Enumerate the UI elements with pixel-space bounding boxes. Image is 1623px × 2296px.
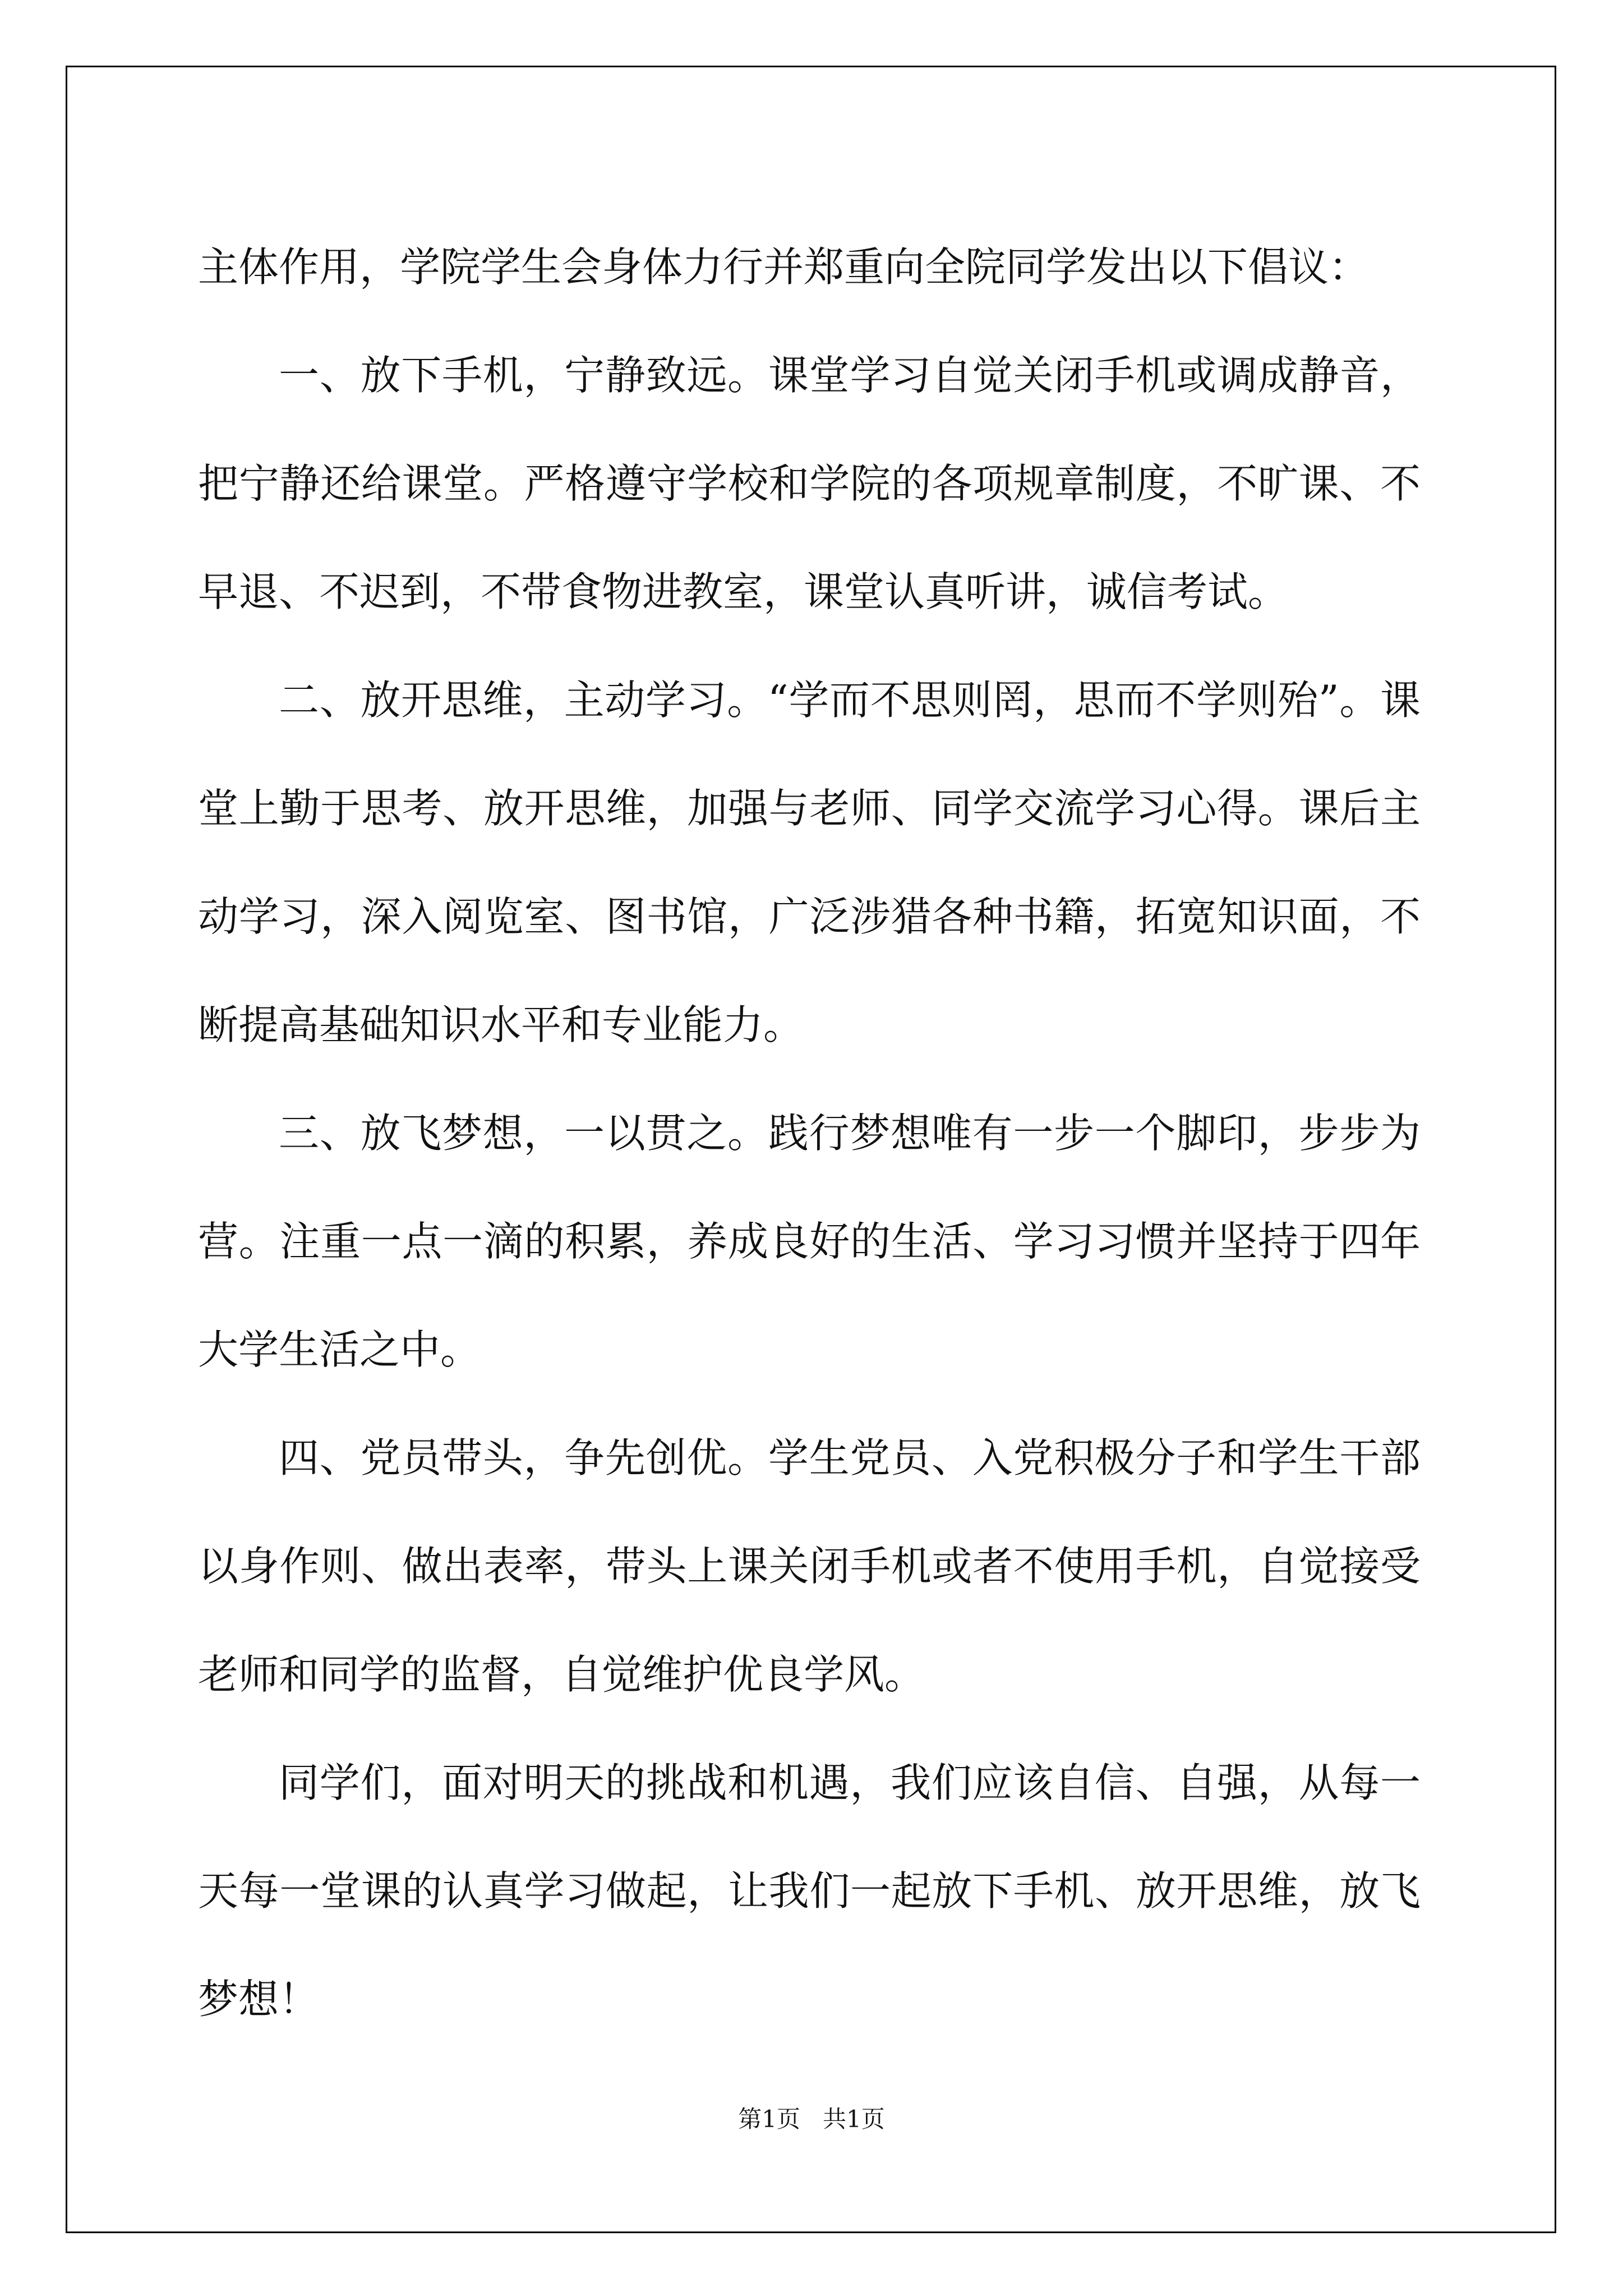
- paragraph-proposal-1: 一、放下手机，宁静致远。课堂学习自觉关闭手机或调成静音，把宁静还给课堂。严格遵守学校和学院的各项规章制度，不旷课、不早退、不迟到，不带食物进教室，课堂认真听讲，诚信考试。: [198, 352, 1421, 615]
- paragraph-closing: 同学们，面对明天的挑战和机遇，我们应该自信、自强，从每一天每一堂课的认真学习做起，让我们一起放下手机、放开思维，放飞梦想！: [198, 1759, 1421, 2023]
- paragraph-proposal-4: 四、党员带头，争先创优。学生党员、入党积极分子和学生干部以身作则、做出表率，带头上课关闭手机或者不使用手机，自觉接受老师和同学的监督，自觉维护优良学风。: [198, 1434, 1421, 1698]
- page-number-footer: 第1页 共1页: [738, 2105, 885, 2133]
- paragraph-proposal-2: 二、放开思维，主动学习。“学而不思则罔，思而不学则殆”。课堂上勤于思考、放开思维，加强与老师、同学交流学习心得。课后主动学习，深入阅览室、图书馆，广泛涉猎各种书籍，拓宽知识面，不断提高基础知识水平和专业能力。: [198, 677, 1421, 1048]
- paragraph-proposal-3: 三、放飞梦想，一以贯之。践行梦想唯有一步一个脚印，步步为营。注重一点一滴的积累，养成良好的生活、学习习惯并坚持于四年大学生活之中。: [198, 1110, 1421, 1373]
- document-body: [198, 213, 1421, 2054]
- paragraph-intro: 主体作用，学院学生会身体力行并郑重向全院同学发出以下倡议：: [198, 243, 1370, 291]
